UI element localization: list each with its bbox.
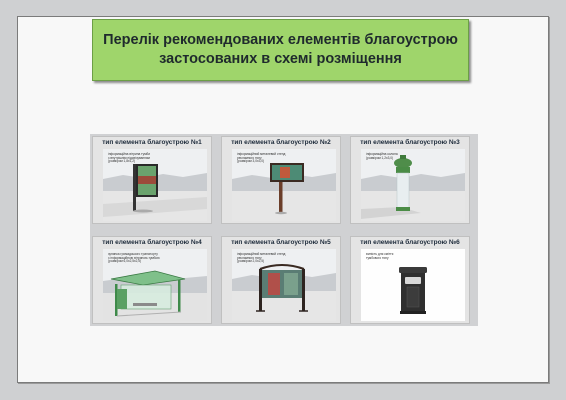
element-caption: інформаційна вітрина тумби з внутрішнім підсвічуванням (розміром 1,8х1,2) <box>108 152 150 164</box>
title-line-1: Перелік рекомендованих елементів благоустрою <box>103 32 458 48</box>
element-card-5 <box>221 236 341 324</box>
element-caption: інформаційна колона (розміром 1,2х3,0) <box>366 152 398 160</box>
element-image-3 <box>361 149 465 221</box>
elements-grid <box>90 134 478 326</box>
element-card-title: тип елемента благоустрою №4 <box>102 239 202 246</box>
element-image-5 <box>232 249 336 321</box>
element-image-1 <box>103 149 207 221</box>
element-card-title: тип елемента благоустрою №1 <box>102 139 202 146</box>
element-card-3 <box>350 136 470 224</box>
element-card-6 <box>350 236 470 324</box>
element-image-2 <box>232 149 336 221</box>
element-card-2 <box>221 136 341 224</box>
element-caption: зупинка громадського транспорту з інформаційною вітриною-тумбою (розміром 6,0х2,5х2,5) <box>108 252 160 264</box>
slide <box>17 16 549 383</box>
element-card-title: тип елемента благоустрою №5 <box>231 239 331 246</box>
element-image-6 <box>361 249 465 321</box>
element-caption: інформаційний металевий стенд рекламного типу (розміром 3,0х3,0) <box>237 152 286 164</box>
slide-title <box>93 31 468 69</box>
element-card-4 <box>92 236 212 324</box>
element-caption: інформаційний металевий стенд рекламного типу (розміром 2,0х2,5) <box>237 252 286 264</box>
element-card-title: тип елемента благоустрою №2 <box>231 139 331 146</box>
element-image-4 <box>103 249 207 321</box>
element-card-title: тип елемента благоустрою №3 <box>360 139 460 146</box>
element-card-1 <box>92 136 212 224</box>
title-banner <box>92 19 469 81</box>
title-line-2: застосованих в схемі розміщення <box>159 51 402 67</box>
element-card-title: тип елемента благоустрою №6 <box>360 239 460 246</box>
element-caption: ємність для сміття тумбового типу <box>366 252 394 260</box>
